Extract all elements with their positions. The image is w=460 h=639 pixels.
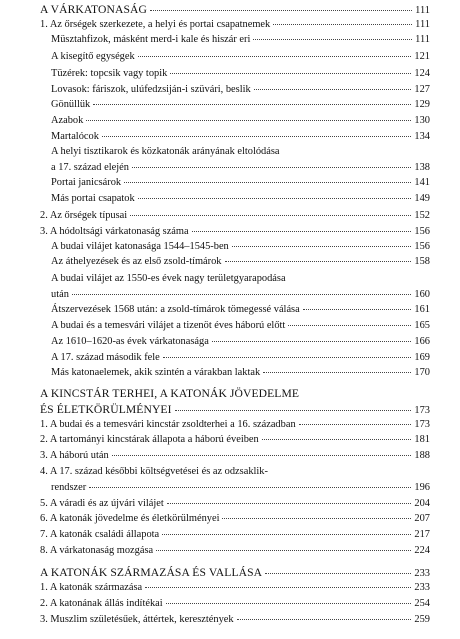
toc-entry-title: 5. A váradi és az újvári vilájet [40,498,164,509]
toc-entry [51,304,430,318]
dot-leader [303,309,412,310]
dot-leader [130,215,411,216]
dot-leader [72,294,412,295]
dot-leader [124,182,411,183]
toc-entry [40,614,430,628]
toc-entry [40,19,430,33]
toc-entry-title: 3. A háború után [40,450,109,461]
toc-page-number: 111 [415,34,430,45]
toc-entry-title: Martalócok [51,131,99,142]
toc-page-number: 169 [414,352,430,363]
toc-entry-title: A 17. század második fele [51,352,160,363]
dot-leader [265,573,411,574]
toc-page-number: 207 [414,513,430,524]
toc-page-number: 152 [414,210,430,221]
toc-entry-title: A KINCSTÁR TERHEI, A KATONÁK JÖVEDELME [40,387,300,400]
toc-entry-title: Más portai csapatok [51,193,135,204]
toc-page-number: 111 [415,19,430,30]
toc-entry [40,466,430,480]
dot-leader [175,410,412,411]
dot-leader [132,167,412,168]
dot-leader [156,550,411,551]
dot-leader [288,325,411,326]
toc-entry-title: 3. Muszlim születésűek, áttértek, keresztények [40,614,234,625]
dot-leader [112,455,412,456]
toc-entry [51,162,430,176]
toc-page-number: 158 [414,256,430,267]
toc-chapter-heading [40,3,430,17]
toc-entry-title: A kisegítő egységek [51,51,135,62]
toc-page-number: 149 [414,193,430,204]
toc-entry-title: 4. A 17. század későbbi költségvetései és az odzsaklik- [40,466,268,477]
toc-page-number: 181 [414,434,430,445]
toc-entry [40,210,430,224]
toc-entry-title: 2. Az őrségek típusai [40,210,128,221]
toc-entry-title: 2. A katonának állás indítékai [40,598,163,609]
dot-leader [89,487,411,488]
toc-entry [51,273,430,287]
toc-entry-title: A helyi tisztikarok és közkatonák arányának eltolódása [51,146,280,157]
toc-entry-title: 6. A katonák jövedelme és életkörülményei [40,513,220,524]
toc-page-number: 204 [414,498,430,509]
toc-entry [51,115,430,129]
toc-entry-title: 3. A hódoltsági várkatonaság száma [40,226,189,237]
toc-page-number: 173 [414,405,430,416]
toc-entry [51,289,430,303]
toc-page-number: 224 [414,545,430,556]
toc-entry [51,256,430,270]
toc-entry [40,434,430,448]
toc-page-number: 130 [414,115,430,126]
dot-leader [166,603,412,604]
dot-leader [222,518,411,519]
dot-leader [262,439,412,440]
toc-entry-title: A KATONÁK SZÁRMAZÁSA ÉS VALLÁSA [40,566,263,579]
dot-leader [192,231,412,232]
toc-chapter-heading [40,566,430,580]
toc-entry [40,513,430,527]
toc-page-number: 124 [414,68,430,79]
toc-entry [40,450,430,464]
toc-chapter-heading [40,387,430,401]
toc-page-number: 121 [414,51,430,62]
dot-leader [299,424,412,425]
toc-entry [51,34,430,48]
toc-page-number: 170 [414,367,430,378]
toc-page-number: 138 [414,162,430,173]
toc-entry-title: után [51,289,69,300]
toc-entry [40,598,430,612]
dot-leader [93,104,411,105]
toc-entry [51,352,430,366]
toc-entry-title: A budai vilájet katonasága 1544–1545-ben [51,241,229,252]
dot-leader [237,619,412,620]
toc-entry [51,146,430,160]
toc-entry [40,545,430,559]
toc-page-number: 161 [414,304,430,315]
toc-entry-title: Müsztahfizok, másként merd-i kale és hiszár eri [51,34,251,45]
dot-leader [263,372,411,373]
toc-entry-title: a 17. század elején [51,162,129,173]
toc-entry [40,529,430,543]
toc-page-number: 165 [414,320,430,331]
dot-leader [162,534,411,535]
toc-page-number: 173 [414,419,430,430]
toc-entry [40,226,430,240]
toc-entry-title: Azabok [51,115,84,126]
toc-page-number: 127 [414,84,430,95]
toc-entry [51,68,430,82]
toc-entry [51,193,430,207]
toc-page-number: 156 [414,241,430,252]
toc-entry [51,336,430,350]
toc-entry [51,131,430,145]
toc-page-number: 160 [414,289,430,300]
dot-leader [170,73,411,74]
toc-page-number: 141 [414,177,430,188]
toc-entry-title: Tüzérek: topcsik vagy topik [51,68,168,79]
toc-page-number: 233 [414,568,430,579]
toc-page-number: 134 [414,131,430,142]
toc-page-number: 188 [414,450,430,461]
toc-entry-title: 2. A tartományi kincstárak állapota a háború éveiben [40,434,259,445]
toc-entry [51,177,430,191]
dot-leader [254,89,412,90]
dot-leader [138,56,412,57]
toc-page-number: 217 [414,529,430,540]
toc-entry-title: 1. Az őrségek szerkezete, a helyi és portai csapatnemek [40,19,271,30]
dot-leader [138,198,412,199]
toc-entry-title: Az áthelyezések és az első zsold-tímárok [51,256,222,267]
toc-page-number: 166 [414,336,430,347]
toc-entry [51,320,430,334]
toc-entry [40,419,430,433]
dot-leader [150,10,412,11]
toc-entry-title: Átszervezések 1568 után: a zsold-tímárok tömegessé válása [51,304,300,315]
toc-entry [51,367,430,381]
dot-leader [273,24,412,25]
dot-leader [167,503,412,504]
toc-entry [51,99,430,113]
dot-leader [163,357,412,358]
toc-entry-title: Más katonaelemek, akik szintén a várakban laktak [51,367,261,378]
toc-chapter-heading [40,403,430,417]
dot-leader [232,246,412,247]
toc-page-number: 111 [415,5,430,16]
toc-page-number: 196 [414,482,430,493]
toc-page-number: 129 [414,99,430,110]
dot-leader [102,136,412,137]
toc-page-number: 156 [414,226,430,237]
toc-entry-title: 1. A katonák származása [40,582,143,593]
toc-entry [40,582,430,596]
toc-entry-title: Gönüllük [51,99,91,110]
toc-entry-title: Az 1610–1620-as évek várkatonasága [51,336,209,347]
toc-entry [51,51,430,65]
toc-entry [51,84,430,98]
toc-page-number: 259 [414,614,430,625]
dot-leader [225,261,412,262]
toc-entry-title: A budai és a temesvári vilájet a tizenöt éves háború előtt [51,320,286,331]
toc-entry-title: 1. A budai és a temesvári kincstár zsoldterhei a 16. században [40,419,296,430]
toc-entry-title: A budai vilájet az 1550-es évek nagy területgyarapodása [51,273,286,284]
toc-page-number: 254 [414,598,430,609]
dot-leader [253,39,412,40]
toc-page-number: 233 [414,582,430,593]
toc-entry-title: 7. A katonák családi állapota [40,529,160,540]
toc-entry [51,482,430,496]
toc-entry-title: Lovasok: fáriszok, ulúfedzsiján-i szüvári, beslik [51,84,251,95]
dot-leader [86,120,411,121]
toc-entry [51,241,430,255]
toc-entry-title: rendszer [51,482,87,493]
toc-entry-title: 8. A várkatonaság mozgása [40,545,154,556]
toc-entry-title: ÉS ÉLETKÖRÜLMÉNYEI [40,403,172,416]
toc-entry-title: Portai janicsárok [51,177,122,188]
dot-leader [145,587,411,588]
toc-entry-title: A VÁRKATONASÁG [40,3,147,16]
dot-leader [212,341,412,342]
toc-entry [40,498,430,512]
